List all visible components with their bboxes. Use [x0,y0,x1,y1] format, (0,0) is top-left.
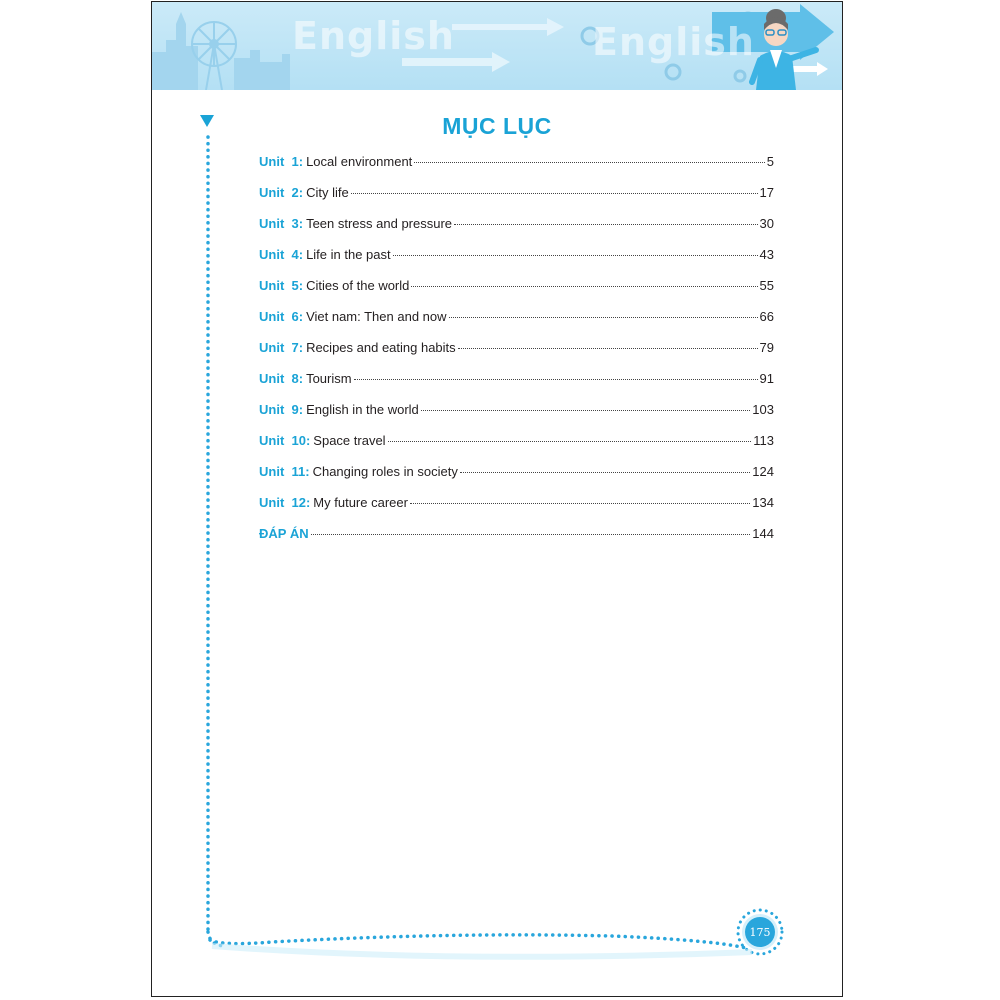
toc-entry-title: Life in the past [306,247,391,262]
toc-entry-label: Unit 5: [259,278,304,293]
toc-entry-title: English in the world [306,402,419,417]
dot-leader [454,224,758,225]
banner-watermark-text: English [592,20,755,64]
toc-list [259,154,774,557]
toc-entry-title: Changing roles in society [312,464,458,479]
dot-leader [388,441,752,442]
banner-watermark-text: English [292,14,455,58]
toc-entry-page-number: 144 [752,526,774,541]
toc-entry-label: Unit 11: [259,464,310,479]
toc-entry-label: Unit 8: [259,371,304,386]
toc-title: MỤC LỤC [442,113,552,140]
toc-entry-label: Unit 6: [259,309,304,324]
dot-leader [351,193,758,194]
toc-entry-label: Unit 4: [259,247,304,262]
dot-leader [460,472,750,473]
toc-entry-page-number: 43 [759,247,774,262]
toc-entry[interactable] [259,464,774,495]
dot-leader [421,410,751,411]
toc-entry-page-number: 30 [759,216,774,231]
toc-entry[interactable] [259,216,774,247]
dot-leader [311,534,751,535]
toc-entry-title: My future career [313,495,408,510]
toc-entry-title: City life [306,185,349,200]
toc-entry-label: Unit 7: [259,340,304,355]
toc-entry-page-number: 134 [752,495,774,510]
toc-entry[interactable] [259,371,774,402]
toc-entry[interactable] [259,154,774,185]
toc-entry[interactable] [259,185,774,216]
toc-entry-title: Cities of the world [306,278,410,293]
dot-leader [393,255,758,256]
dot-leader [354,379,758,380]
toc-entry-label: Unit 2: [259,185,304,200]
toc-entry-title: Local environment [306,154,413,169]
toc-entry-title: Viet nam: Then and now [306,309,447,324]
toc-entry[interactable] [259,278,774,309]
toc-entry-label: Unit 12: [259,495,311,510]
dot-leader [449,317,758,318]
toc-entry[interactable] [259,526,774,557]
toc-entry-page-number: 113 [753,433,774,448]
toc-entry-label: Unit 3: [259,216,304,231]
toc-entry-title: Teen stress and pressure [306,216,453,231]
ferris-wheel-icon [192,22,236,90]
toc-entry-page-number: 17 [759,185,774,200]
dot-leader [414,162,764,163]
toc-entry[interactable] [259,495,774,526]
toc-entry-title: Tourism [306,371,352,386]
toc-entry-page-number: 103 [752,402,774,417]
dot-leader [411,286,757,287]
toc-entry-page-number: 5 [766,154,774,169]
toc-entry-page-number: 79 [759,340,774,355]
toc-entry-page-number: 124 [752,464,774,479]
toc-entry[interactable] [259,309,774,340]
dot-leader [410,503,750,504]
toc-entry-title: Recipes and eating habits [306,340,456,355]
toc-entry[interactable] [259,433,774,464]
dot-leader [458,348,758,349]
toc-entry-label: ĐÁP ÁN [259,526,309,541]
toc-entry-page-number: 55 [759,278,774,293]
toc-entry[interactable] [259,402,774,433]
toc-entry-label: Unit 10: [259,433,311,448]
toc-entry-page-number: 66 [759,309,774,324]
toc-entry-label: Unit 1: [259,154,304,169]
toc-entry-page-number: 91 [759,371,774,386]
header-banner [152,2,842,90]
page-number-badge: 175 [745,917,775,947]
book-page [151,1,843,997]
toc-entry[interactable] [259,340,774,371]
toc-entry[interactable] [259,247,774,278]
toc-entry-title: Space travel [313,433,386,448]
toc-entry-label: Unit 9: [259,402,304,417]
